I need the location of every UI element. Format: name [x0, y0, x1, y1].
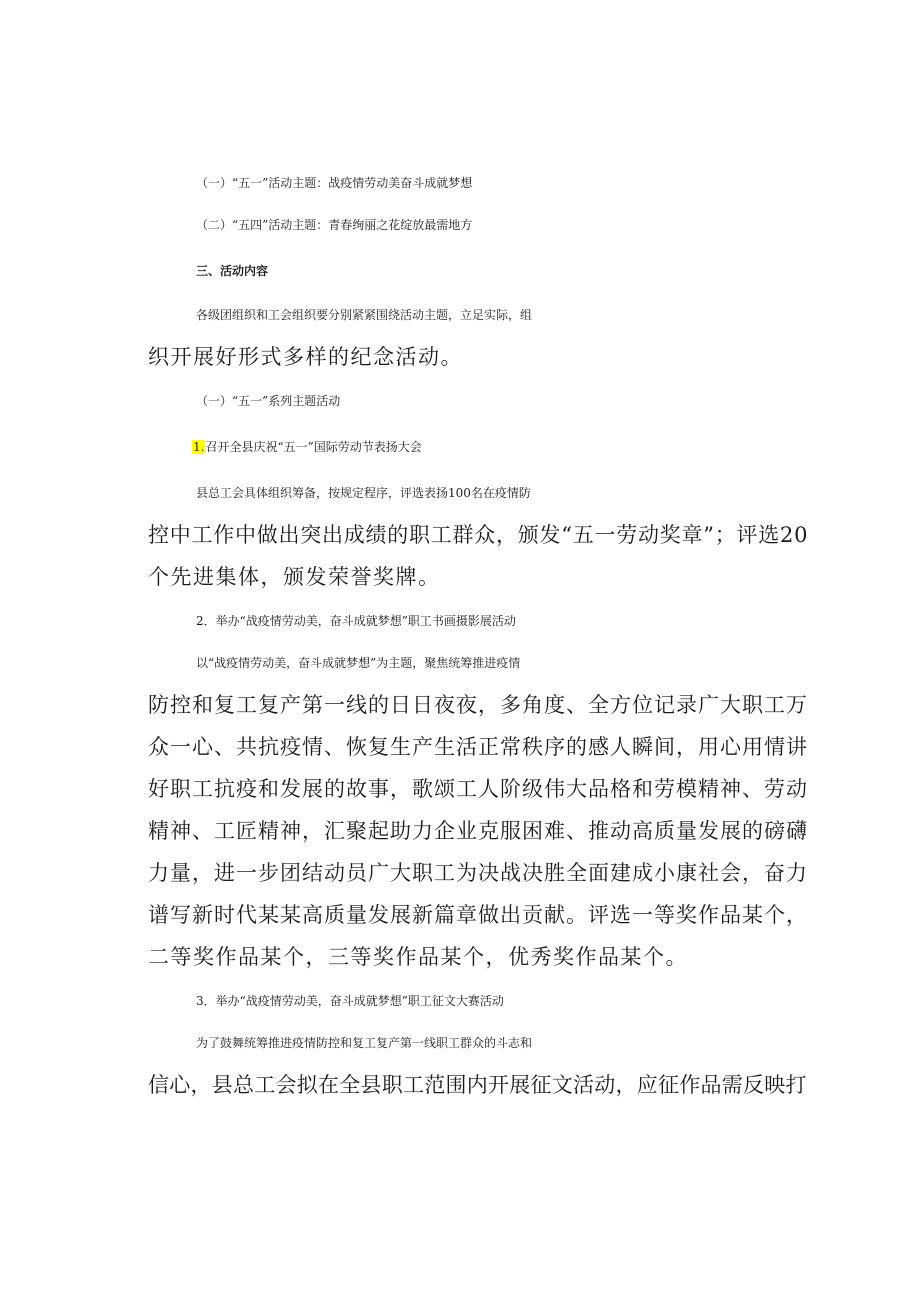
theme-may-fourth: （二）“五四”活动主题：青春绚丽之花绽放最需地方	[196, 218, 473, 232]
paragraph-line: 众一心、共抗疫情、恢复生产生活正常秩序的感人瞬间，用心用情讲	[148, 735, 808, 759]
highlight-marker: 1.	[193, 440, 205, 454]
paragraph-line: 力量，进一步团结动员广大职工为决战决胜全面建成小康社会，奋力	[148, 861, 808, 885]
theme-may-day: （一）“五一”活动主题：战疫情劳动美奋斗成就梦想	[196, 176, 473, 190]
subheading-may-day-series: （一）“五一”系列主题活动	[196, 394, 341, 408]
item-heading-3: 3．举办“战疫情劳动美，奋斗成就梦想”职工征文大赛活动	[196, 994, 504, 1008]
paragraph-line: 织开展好形式多样的纪念活动。	[148, 345, 463, 369]
paragraph-line: 个先进集体，颁发荣誉奖牌。	[148, 565, 441, 589]
paragraph-line: 二等奖作品某个，三等奖作品某个，优秀奖作品某个。	[148, 945, 688, 969]
paragraph-line: 县总工会具体组织筹备，按规定程序，评选表扬100名在疫情防	[196, 486, 531, 500]
paragraph-line: 精神、工匠精神，汇聚起助力企业克服困难、推动高质量发展的磅礴	[148, 819, 808, 843]
paragraph-line: 为了鼓舞统筹推进疫情防控和复工复产第一线职工群众的斗志和	[196, 1036, 533, 1050]
section-heading-activity-content: 三、活动内容	[196, 264, 269, 278]
paragraph-line: 控中工作中做出突出成绩的职工群众，颁发“五一劳动奖章”；评选20	[148, 523, 809, 547]
paragraph-line: 以“战疫情劳动美，奋斗成就梦想”为主题，聚焦统筹推进疫情	[196, 656, 521, 670]
paragraph-line: 好职工抗疫和发展的故事，歌颂工人阶级伟大品格和劳模精神、劳动	[148, 777, 808, 801]
item-heading-2: 2．举办“战疫情劳动美，奋斗成就梦想”职工书画摄影展活动	[196, 614, 516, 628]
item-heading-1	[192, 432, 852, 462]
paragraph-line: 谱写新时代某某高质量发展新篇章做出贡献。评选一等奖作品某个，	[148, 903, 808, 927]
paragraph-line: 各级团组织和工会组织要分别紧紧围绕活动主题，立足实际，组	[196, 308, 533, 322]
paragraph-line: 防控和复工复产第一线的日日夜夜，多角度、全方位记录广大职工万	[148, 693, 808, 717]
item-heading-1-text: 召开全县庆祝“五一”国际劳动节表扬大会	[205, 440, 422, 454]
paragraph-line: 信心，县总工会拟在全县职工范围内开展征文活动，应征作品需反映打	[148, 1073, 807, 1097]
